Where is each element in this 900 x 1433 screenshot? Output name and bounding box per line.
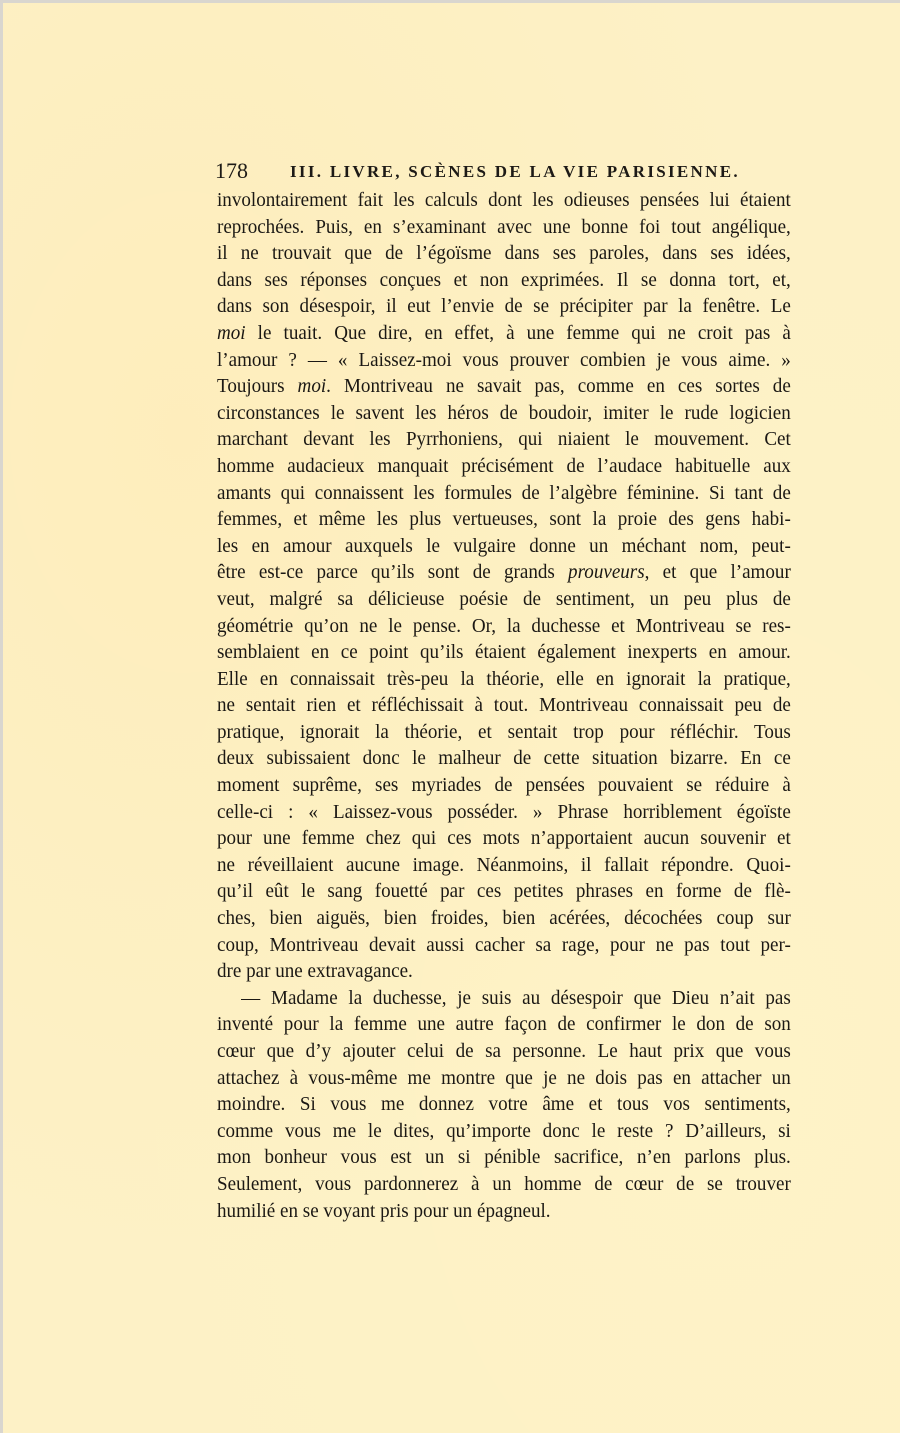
text-line: l’amour ? — « Laissez-moi vous prouver combien je vous aime. » (217, 348, 791, 371)
text-line: — Madame la duchesse, je suis au désespoir que Dieu n’ait pas (241, 986, 791, 1009)
text-line: mon bonheur vous est un si pénible sacrifice, n’en parlons plus. (217, 1146, 791, 1169)
text-line: pratique, ignorait la théorie, et sentait trop pour réfléchir. Tous (217, 720, 791, 743)
text-line: inventé pour la femme une autre façon de confirmer le don de son (217, 1013, 791, 1036)
text-line: circonstances le savent les héros de boudoir, imiter le rude logicien (217, 401, 791, 424)
text-line: géométrie qu’on ne le pense. Or, la duchesse et Montriveau se res- (217, 614, 791, 637)
text-line: reprochées. Puis, en s’examinant avec une bonne foi tout angélique, (217, 215, 791, 238)
text-line: femmes, et même les plus vertueuses, sont la proie des gens habi- (217, 508, 791, 531)
text-line: amants qui connaissent les formules de l’algèbre féminine. Si tant de (217, 481, 791, 504)
text-line (217, 320, 791, 347)
text-line: dans ses réponses conçues et non exprimées. Il se donna tort, et, (217, 268, 791, 291)
body-text (217, 187, 791, 1224)
italic-word: moi (297, 375, 327, 398)
text-fragment: le tuait. Que dire, en effet, à une femme qui ne croit pas à (245, 321, 791, 344)
text-line (217, 559, 791, 586)
text-line: homme audacieux manquait précisément de l’audace habituelle aux (217, 454, 791, 477)
text-line: Elle en connaissait très-peu la théorie, elle en ignorait la pratique, (217, 667, 791, 690)
text-line: cœur que d’y ajouter celui de sa personne. Le haut prix que vous (217, 1040, 791, 1062)
text-line: ne réveillaient aucune image. Néanmoins, il fallait répondre. Quoi- (217, 853, 791, 876)
text-line: qu’il eût le sang fouetté par ces petites phrases en forme de flè- (217, 880, 791, 903)
text-line: deux subissaient donc le malheur de cette situation bizarre. En ce (217, 747, 791, 770)
text-line: moment suprême, ses myriades de pensées pouvaient se réduire à (217, 774, 791, 797)
text-line: humilié en se voyant pris pour un épagneul. (217, 1199, 551, 1222)
text-line: dre par une extravagance. (217, 960, 413, 983)
text-line: coup, Montriveau devait aussi cacher sa rage, pour ne pas tout per- (217, 933, 791, 956)
text-line: dans son désespoir, il eut l’envie de se précipiter par la fenêtre. Le (217, 295, 791, 318)
text-line: moindre. Si vous me donnez votre âme et tous vos sentiments, (217, 1093, 791, 1116)
text-fragment: Toujours (217, 375, 298, 398)
text-fragment: être est-ce parce qu’ils sont de grands (217, 561, 569, 584)
page-number: 178 (215, 158, 248, 183)
text-line: ches, bien aiguës, bien froides, bien acérées, décochées coup sur (217, 907, 791, 930)
text-fragment: , et que l’amour (644, 561, 791, 584)
text-line: marchant devant les Pyrrhoniens, qui niaient le mouvement. Cet (217, 428, 791, 451)
running-head-title: III. LIVRE, SCÈNES DE LA VIE PARISIENNE. (290, 162, 740, 181)
running-head (215, 159, 795, 183)
text-line: semblaient en ce point qu’ils étaient également inexperts en amour. (217, 641, 791, 664)
text-line: pour une femme chez qui ces mots n’apportaient aucun souvenir et (217, 827, 791, 850)
text-line: involontairement fait les calculs dont les odieuses pensées lui étaient (217, 189, 791, 211)
text-fragment: . Montriveau ne savait pas, comme en ces sortes de (326, 375, 791, 398)
text-line: celle-ci : « Laissez-vous posséder. » Phrase horriblement égoïste (217, 800, 791, 823)
text-line: attachez à vous-même me montre que je ne dois pas en attacher un (217, 1066, 791, 1089)
text-line: Seulement, vous pardonnerez à un homme de cœur de se trouver (217, 1172, 791, 1195)
text-line: veut, malgré sa délicieuse poésie de sentiment, un peu plus de (217, 587, 791, 610)
text-line: il ne trouvait que de l’égoïsme dans ses paroles, dans ses idées, (217, 242, 791, 265)
text-line: ne sentait rien et réfléchissait à tout. Montriveau connaissait peu de (217, 694, 791, 717)
text-line: les en amour auxquels le vulgaire donne un méchant nom, peut- (217, 534, 791, 557)
italic-word: prouveurs (568, 561, 645, 584)
italic-word: moi (217, 321, 246, 344)
text-line (217, 373, 791, 400)
text-line: comme vous me le dites, qu’importe donc le reste ? D’ailleurs, si (217, 1119, 791, 1142)
book-page (3, 3, 900, 1433)
